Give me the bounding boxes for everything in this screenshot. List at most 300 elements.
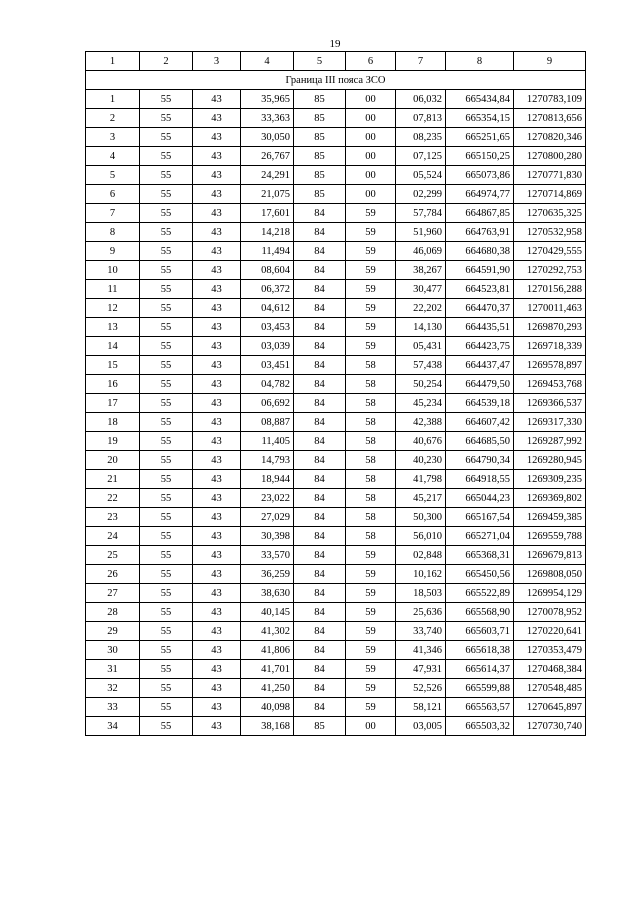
table-cell: 85 [294, 128, 346, 147]
table-cell: 1269366,537 [514, 394, 586, 413]
table-cell: 665618,38 [446, 641, 514, 660]
table-cell: 58 [346, 356, 396, 375]
table-cell: 06,692 [241, 394, 294, 413]
table-cell: 43 [193, 660, 241, 679]
table-row [86, 565, 586, 584]
table-row [86, 128, 586, 147]
table-cell: 55 [140, 660, 193, 679]
table-cell: 1270078,952 [514, 603, 586, 622]
table-cell: 1269559,788 [514, 527, 586, 546]
table-cell: 59 [346, 641, 396, 660]
table-cell: 43 [193, 147, 241, 166]
table-cell: 1270783,109 [514, 90, 586, 109]
table-cell: 1270548,485 [514, 679, 586, 698]
table-cell: 84 [294, 242, 346, 261]
table-cell: 59 [346, 660, 396, 679]
table-cell: 11,405 [241, 432, 294, 451]
table-cell: 40,676 [396, 432, 446, 451]
table-cell: 43 [193, 413, 241, 432]
table-cell: 1269369,802 [514, 489, 586, 508]
table-cell: 665271,04 [446, 527, 514, 546]
table-cell: 55 [140, 565, 193, 584]
table-cell: 00 [346, 109, 396, 128]
table-cell: 02,299 [396, 185, 446, 204]
section-title: Граница III пояса ЗСО [86, 71, 586, 90]
table-cell: 43 [193, 584, 241, 603]
table-cell: 84 [294, 356, 346, 375]
table-cell: 30,398 [241, 527, 294, 546]
table-cell: 27,029 [241, 508, 294, 527]
table-cell: 41,302 [241, 622, 294, 641]
table-cell: 1269870,293 [514, 318, 586, 337]
table-cell: 56,010 [396, 527, 446, 546]
table-cell: 14,793 [241, 451, 294, 470]
table-row [86, 622, 586, 641]
table-cell: 665434,84 [446, 90, 514, 109]
table-cell: 34 [86, 717, 140, 736]
table-cell: 07,125 [396, 147, 446, 166]
table-cell: 59 [346, 679, 396, 698]
table-cell: 58 [346, 489, 396, 508]
table-cell: 1270771,830 [514, 166, 586, 185]
table-cell: 41,250 [241, 679, 294, 698]
table-cell: 45,217 [396, 489, 446, 508]
table-cell: 43 [193, 394, 241, 413]
table-cell: 1270429,555 [514, 242, 586, 261]
table-cell: 55 [140, 375, 193, 394]
table-cell: 664607,42 [446, 413, 514, 432]
table-cell: 26 [86, 565, 140, 584]
table-cell: 664867,85 [446, 204, 514, 223]
table-cell: 664435,51 [446, 318, 514, 337]
page-number: 19 [329, 38, 341, 50]
table-cell: 84 [294, 318, 346, 337]
table-cell: 58 [346, 413, 396, 432]
table-cell: 43 [193, 261, 241, 280]
table-cell: 38,168 [241, 717, 294, 736]
table-cell: 43 [193, 109, 241, 128]
table-cell: 84 [294, 280, 346, 299]
table-cell: 23 [86, 508, 140, 527]
table-cell: 1 [86, 90, 140, 109]
table-cell: 7 [86, 204, 140, 223]
table-cell: 84 [294, 565, 346, 584]
table-cell: 43 [193, 603, 241, 622]
table-cell: 10 [86, 261, 140, 280]
table-cell: 665251,65 [446, 128, 514, 147]
table-cell: 42,388 [396, 413, 446, 432]
table-cell: 84 [294, 337, 346, 356]
table-cell: 18,503 [396, 584, 446, 603]
table-row [86, 489, 586, 508]
table-cell: 43 [193, 527, 241, 546]
table-cell: 30 [86, 641, 140, 660]
table-cell: 50,254 [396, 375, 446, 394]
table-cell: 84 [294, 261, 346, 280]
table-cell: 55 [140, 508, 193, 527]
table-cell: 43 [193, 375, 241, 394]
table-row [86, 717, 586, 736]
table-cell: 41,346 [396, 641, 446, 660]
table-cell: 664790,34 [446, 451, 514, 470]
table-cell: 84 [294, 660, 346, 679]
table-cell: 30,477 [396, 280, 446, 299]
table-cell: 665150,25 [446, 147, 514, 166]
table-cell: 664523,81 [446, 280, 514, 299]
table-cell: 24,291 [241, 166, 294, 185]
table-cell: 58 [346, 508, 396, 527]
table-cell: 665614,37 [446, 660, 514, 679]
table-cell: 02,848 [396, 546, 446, 565]
table-cell: 9 [86, 242, 140, 261]
table-cell: 30,050 [241, 128, 294, 147]
table-cell: 43 [193, 337, 241, 356]
table-cell: 40,098 [241, 698, 294, 717]
table-cell: 28 [86, 603, 140, 622]
table-cell: 665522,89 [446, 584, 514, 603]
table-cell: 58 [346, 470, 396, 489]
table-row [86, 280, 586, 299]
table-cell: 43 [193, 679, 241, 698]
table-cell: 4 [86, 147, 140, 166]
table-cell: 38,267 [396, 261, 446, 280]
table-cell: 85 [294, 166, 346, 185]
table-cell: 43 [193, 622, 241, 641]
table-cell: 665503,32 [446, 717, 514, 736]
table-cell: 55 [140, 261, 193, 280]
table-row [86, 204, 586, 223]
table-cell: 43 [193, 641, 241, 660]
table-cell: 84 [294, 489, 346, 508]
table-cell: 13 [86, 318, 140, 337]
table-cell: 84 [294, 299, 346, 318]
table-cell: 1270532,958 [514, 223, 586, 242]
table-cell: 665450,56 [446, 565, 514, 584]
header-row [86, 52, 586, 71]
table-cell: 55 [140, 394, 193, 413]
table-cell: 665603,71 [446, 622, 514, 641]
table-row [86, 527, 586, 546]
table-row [86, 261, 586, 280]
table-cell: 47,931 [396, 660, 446, 679]
column-header: 9 [514, 52, 586, 71]
table-cell: 46,069 [396, 242, 446, 261]
coordinates-table [85, 51, 586, 736]
table-cell: 06,372 [241, 280, 294, 299]
table-cell: 1270156,288 [514, 280, 586, 299]
table-cell: 55 [140, 432, 193, 451]
table-cell: 665599,88 [446, 679, 514, 698]
table-cell: 33,570 [241, 546, 294, 565]
table-cell: 84 [294, 413, 346, 432]
table-cell: 41,806 [241, 641, 294, 660]
table-row [86, 242, 586, 261]
table-row [86, 90, 586, 109]
table-cell: 15 [86, 356, 140, 375]
table-row [86, 318, 586, 337]
table-cell: 84 [294, 394, 346, 413]
table-cell: 43 [193, 717, 241, 736]
table-cell: 55 [140, 641, 193, 660]
table-cell: 84 [294, 698, 346, 717]
table-cell: 1269954,129 [514, 584, 586, 603]
table-row [86, 413, 586, 432]
table-cell: 664437,47 [446, 356, 514, 375]
table-cell: 1269287,992 [514, 432, 586, 451]
table-cell: 55 [140, 717, 193, 736]
table-row [86, 546, 586, 565]
table-cell: 84 [294, 641, 346, 660]
table-cell: 85 [294, 109, 346, 128]
table-cell: 55 [140, 584, 193, 603]
table-cell: 84 [294, 470, 346, 489]
table-cell: 07,813 [396, 109, 446, 128]
table-cell: 8 [86, 223, 140, 242]
table-cell: 33,363 [241, 109, 294, 128]
table-cell: 40,230 [396, 451, 446, 470]
table-cell: 59 [346, 337, 396, 356]
table-cell: 00 [346, 90, 396, 109]
table-cell: 1270292,753 [514, 261, 586, 280]
table-cell: 58 [346, 432, 396, 451]
table-cell: 55 [140, 527, 193, 546]
table-cell: 55 [140, 413, 193, 432]
column-header: 4 [241, 52, 294, 71]
table-cell: 23,022 [241, 489, 294, 508]
table-cell: 55 [140, 204, 193, 223]
table-cell: 32 [86, 679, 140, 698]
table-cell: 84 [294, 527, 346, 546]
table-cell: 59 [346, 318, 396, 337]
table-cell: 2 [86, 109, 140, 128]
table-cell: 59 [346, 280, 396, 299]
table-cell: 3 [86, 128, 140, 147]
table-cell: 03,039 [241, 337, 294, 356]
table-cell: 20 [86, 451, 140, 470]
table-cell: 04,782 [241, 375, 294, 394]
table-cell: 55 [140, 109, 193, 128]
table-cell: 33,740 [396, 622, 446, 641]
table-cell: 84 [294, 223, 346, 242]
table-cell: 55 [140, 90, 193, 109]
table-cell: 41,798 [396, 470, 446, 489]
table-cell: 59 [346, 584, 396, 603]
table-cell: 57,784 [396, 204, 446, 223]
table-cell: 25,636 [396, 603, 446, 622]
table-cell: 1270813,656 [514, 109, 586, 128]
table-cell: 22 [86, 489, 140, 508]
table-cell: 03,005 [396, 717, 446, 736]
table-cell: 58 [346, 375, 396, 394]
table-cell: 17,601 [241, 204, 294, 223]
table-cell: 17 [86, 394, 140, 413]
table-cell: 55 [140, 546, 193, 565]
table-cell: 43 [193, 451, 241, 470]
table-cell: 1270011,463 [514, 299, 586, 318]
table-cell: 664918,55 [446, 470, 514, 489]
table-cell: 29 [86, 622, 140, 641]
table-cell: 00 [346, 185, 396, 204]
table-cell: 1269453,768 [514, 375, 586, 394]
table-cell: 43 [193, 185, 241, 204]
table-cell: 11 [86, 280, 140, 299]
table-cell: 10,162 [396, 565, 446, 584]
table-row [86, 508, 586, 527]
table-cell: 43 [193, 546, 241, 565]
table-cell: 24 [86, 527, 140, 546]
table-cell: 43 [193, 128, 241, 147]
table-row [86, 660, 586, 679]
table-row [86, 375, 586, 394]
table-cell: 55 [140, 489, 193, 508]
table-row [86, 698, 586, 717]
table-cell: 1269317,330 [514, 413, 586, 432]
table-cell: 16 [86, 375, 140, 394]
table-cell: 58 [346, 527, 396, 546]
table-cell: 55 [140, 470, 193, 489]
table-cell: 84 [294, 546, 346, 565]
section-row [86, 71, 586, 90]
table-cell: 1269459,385 [514, 508, 586, 527]
table-cell: 1270820,346 [514, 128, 586, 147]
table-cell: 35,965 [241, 90, 294, 109]
table-row [86, 147, 586, 166]
table-cell: 55 [140, 451, 193, 470]
table-cell: 664974,77 [446, 185, 514, 204]
table-row [86, 451, 586, 470]
table-row [86, 584, 586, 603]
table-cell: 664479,50 [446, 375, 514, 394]
table-cell: 03,451 [241, 356, 294, 375]
table-cell: 55 [140, 318, 193, 337]
table-cell: 18,944 [241, 470, 294, 489]
table-cell: 26,767 [241, 147, 294, 166]
table-cell: 36,259 [241, 565, 294, 584]
table-cell: 57,438 [396, 356, 446, 375]
table-cell: 55 [140, 147, 193, 166]
table-cell: 665368,31 [446, 546, 514, 565]
table-cell: 43 [193, 508, 241, 527]
table-cell: 6 [86, 185, 140, 204]
table-cell: 1270800,280 [514, 147, 586, 166]
table-cell: 27 [86, 584, 140, 603]
table-cell: 55 [140, 280, 193, 299]
table-cell: 664423,75 [446, 337, 514, 356]
column-header: 7 [396, 52, 446, 71]
table-cell: 1270645,897 [514, 698, 586, 717]
table-cell: 19 [86, 432, 140, 451]
table-cell: 52,526 [396, 679, 446, 698]
table-cell: 43 [193, 356, 241, 375]
table-row [86, 603, 586, 622]
table-cell: 1270468,384 [514, 660, 586, 679]
table-cell: 5 [86, 166, 140, 185]
table-cell: 18 [86, 413, 140, 432]
table-cell: 59 [346, 242, 396, 261]
table-cell: 55 [140, 166, 193, 185]
table-cell: 665354,15 [446, 109, 514, 128]
table-cell: 1270220,641 [514, 622, 586, 641]
table-cell: 08,604 [241, 261, 294, 280]
table-row [86, 470, 586, 489]
table-row [86, 394, 586, 413]
table-cell: 43 [193, 166, 241, 185]
table-row [86, 223, 586, 242]
table-body [86, 71, 586, 736]
table-cell: 85 [294, 185, 346, 204]
table-cell: 12 [86, 299, 140, 318]
table-cell: 665167,54 [446, 508, 514, 527]
table-cell: 1269280,945 [514, 451, 586, 470]
table-cell: 59 [346, 698, 396, 717]
table-cell: 85 [294, 147, 346, 166]
table-cell: 03,453 [241, 318, 294, 337]
column-header: 6 [346, 52, 396, 71]
table-cell: 40,145 [241, 603, 294, 622]
table-cell: 04,612 [241, 299, 294, 318]
table-cell: 59 [346, 565, 396, 584]
table-cell: 664763,91 [446, 223, 514, 242]
table-cell: 00 [346, 147, 396, 166]
table-cell: 45,234 [396, 394, 446, 413]
table-cell: 55 [140, 603, 193, 622]
table-cell: 14,130 [396, 318, 446, 337]
table-cell: 31 [86, 660, 140, 679]
table-cell: 84 [294, 603, 346, 622]
table-cell: 664591,90 [446, 261, 514, 280]
table-cell: 55 [140, 679, 193, 698]
table-cell: 11,494 [241, 242, 294, 261]
table-cell: 59 [346, 204, 396, 223]
table-cell: 1269578,897 [514, 356, 586, 375]
table-row [86, 299, 586, 318]
table-cell: 84 [294, 451, 346, 470]
table-cell: 58,121 [396, 698, 446, 717]
table-cell: 85 [294, 90, 346, 109]
table-cell: 06,032 [396, 90, 446, 109]
table-cell: 43 [193, 204, 241, 223]
table-cell: 84 [294, 432, 346, 451]
table-cell: 664685,50 [446, 432, 514, 451]
table-cell: 664680,38 [446, 242, 514, 261]
table-row [86, 109, 586, 128]
table-cell: 55 [140, 356, 193, 375]
column-header: 2 [140, 52, 193, 71]
table-row [86, 185, 586, 204]
table-cell: 50,300 [396, 508, 446, 527]
table-cell: 84 [294, 679, 346, 698]
table-cell: 43 [193, 489, 241, 508]
table-cell: 43 [193, 280, 241, 299]
table-cell: 84 [294, 622, 346, 641]
table-cell: 43 [193, 698, 241, 717]
table-cell: 1269718,339 [514, 337, 586, 356]
table-cell: 55 [140, 128, 193, 147]
table-cell: 84 [294, 204, 346, 223]
table-cell: 14,218 [241, 223, 294, 242]
table-cell: 38,630 [241, 584, 294, 603]
table-cell: 85 [294, 717, 346, 736]
table-cell: 43 [193, 470, 241, 489]
table-cell: 59 [346, 261, 396, 280]
table-cell: 43 [193, 565, 241, 584]
table-cell: 58 [346, 394, 396, 413]
table-cell: 1270730,740 [514, 717, 586, 736]
table-cell: 1269679,813 [514, 546, 586, 565]
table-cell: 1270353,479 [514, 641, 586, 660]
table-row [86, 432, 586, 451]
table-cell: 05,524 [396, 166, 446, 185]
